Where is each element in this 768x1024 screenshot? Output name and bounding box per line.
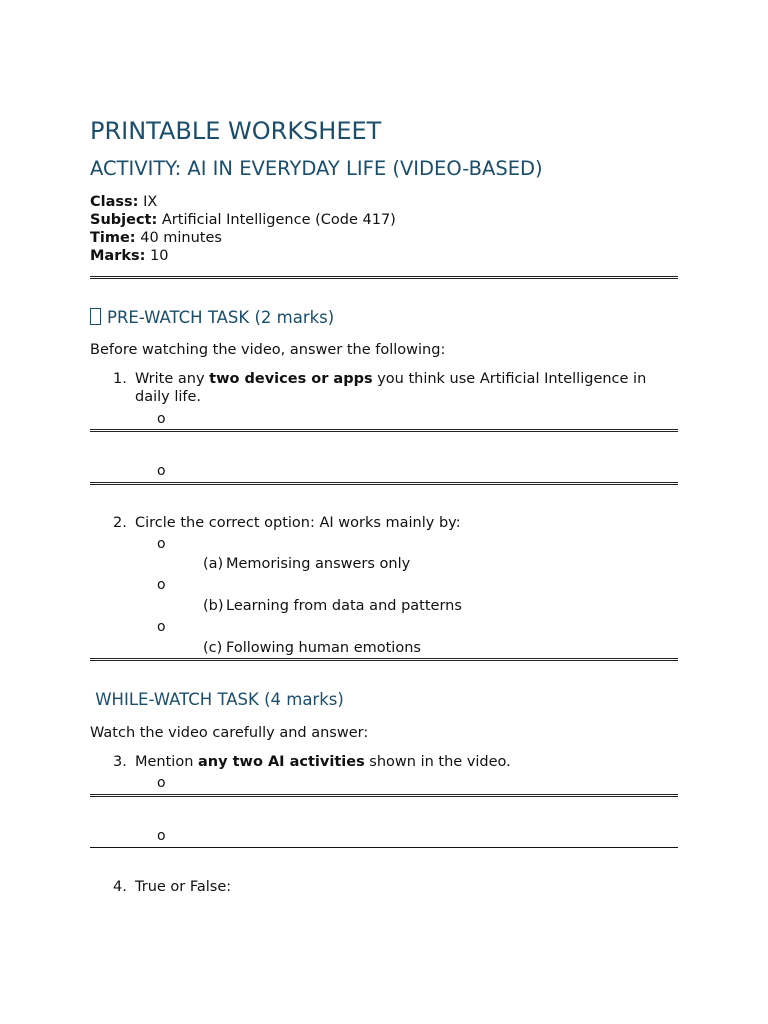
option-bullet: o	[157, 536, 166, 552]
class-label: Class:	[90, 194, 139, 210]
answer-bullet: o	[157, 411, 166, 427]
subject-value: Artificial Intelligence (Code 417)	[157, 212, 396, 228]
option-b-text[interactable]: Learning from data and patterns	[226, 598, 462, 614]
option-a-label[interactable]: (a)	[203, 556, 224, 572]
answer-line[interactable]	[90, 794, 678, 797]
while-watch-intro: Watch the video carefully and answer:	[90, 725, 369, 741]
question-4-text: True or False:	[135, 879, 232, 895]
question-number: 1.	[113, 371, 127, 387]
question-3-text-part: shown in the video.	[364, 754, 511, 770]
option-b-label[interactable]: (b)	[203, 598, 224, 614]
option-a-text[interactable]: Memorising answers only	[226, 556, 411, 572]
answer-bullet: o	[157, 828, 166, 844]
question-1-text-part: you think use Artificial Intelligence in	[372, 371, 647, 387]
answer-line[interactable]	[90, 482, 678, 485]
marks-line	[90, 247, 169, 265]
question-number: 4.	[113, 879, 127, 895]
pre-watch-heading	[90, 307, 334, 329]
question-1-text-line2: daily life.	[135, 389, 202, 405]
question-number: 2.	[113, 515, 127, 531]
option-c-text[interactable]: Following human emotions	[226, 640, 421, 656]
option-bullet: o	[157, 577, 166, 593]
while-watch-heading: WHILE-WATCH TASK (4 marks)	[90, 690, 344, 709]
divider	[90, 658, 678, 661]
marks-value: 10	[145, 248, 169, 264]
missing-glyph-icon	[90, 308, 101, 325]
subject-line	[90, 211, 396, 229]
answer-line[interactable]	[90, 847, 678, 848]
question-1-emphasis: two devices or apps	[209, 371, 373, 387]
question-3-emphasis: any two AI activities	[198, 754, 365, 770]
time-line	[90, 229, 222, 247]
page-title: PRINTABLE WORKSHEET	[90, 117, 382, 145]
answer-bullet: o	[157, 775, 166, 791]
answer-bullet: o	[157, 463, 166, 479]
activity-heading: ACTIVITY: AI IN EVERYDAY LIFE (VIDEO-BASED)	[90, 157, 543, 180]
time-value: 40 minutes	[135, 230, 222, 246]
question-number: 3.	[113, 754, 127, 770]
pre-watch-heading-text: PRE-WATCH TASK (2 marks)	[107, 308, 335, 327]
marks-label: Marks:	[90, 248, 146, 264]
question-1-text-part: Write any	[135, 371, 210, 387]
class-line	[90, 193, 157, 211]
time-label: Time:	[90, 230, 136, 246]
question-2-text: Circle the correct option: AI works mainly by:	[135, 515, 461, 531]
subject-label: Subject:	[90, 212, 158, 228]
question-1-text	[135, 370, 646, 388]
option-c-label[interactable]: (c)	[203, 640, 223, 656]
question-3-text-part: Mention	[135, 754, 199, 770]
pre-watch-intro: Before watching the video, answer the following:	[90, 342, 446, 358]
option-bullet: o	[157, 619, 166, 635]
question-3-text	[135, 753, 511, 771]
answer-line[interactable]	[90, 429, 678, 432]
divider	[90, 276, 678, 279]
class-value: IX	[138, 194, 158, 210]
